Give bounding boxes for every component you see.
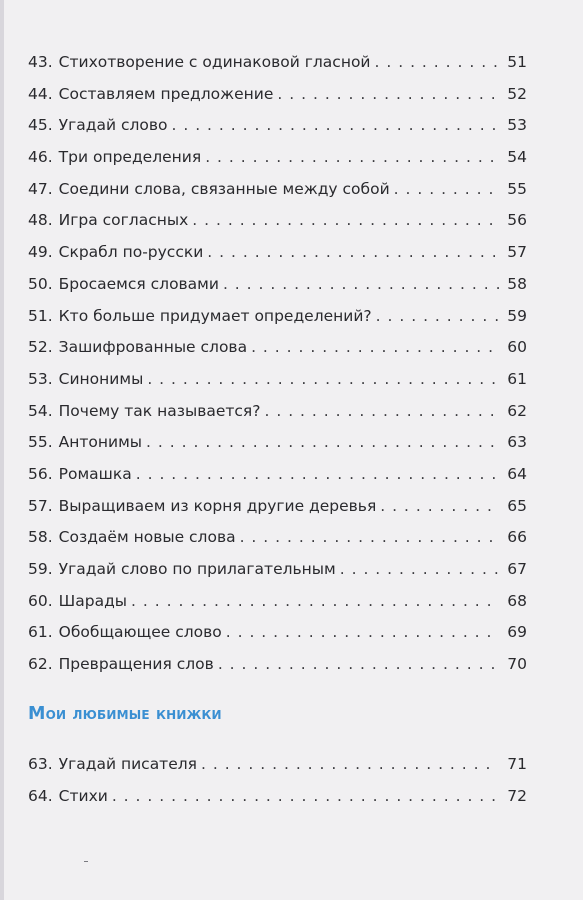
toc-entry-title: Создаём новые слова [58,528,236,547]
dot-leader [223,269,499,301]
toc-entry-number: 59. [28,560,53,578]
print-mark [84,861,88,862]
dot-leader [394,174,499,206]
toc-entry[interactable] [28,237,527,269]
toc-entry-title: Выращиваем из корня другие деревья [58,496,377,515]
dot-leader [218,649,499,681]
toc-entry-number: 64. [28,786,53,805]
toc-entry[interactable] [28,269,527,301]
toc-entry-title: Скрабл по-русски [58,243,204,262]
toc-entry-page: 54 [507,148,527,167]
toc-entry[interactable] [28,554,527,586]
toc-entry[interactable] [28,617,527,649]
toc-entry-page: 61 [507,369,527,388]
toc-entry-title: Зашифрованные слова [58,338,248,357]
toc-entry-title: Почему так называется? [58,401,261,420]
toc-entry[interactable] [28,396,527,428]
toc-entry[interactable] [28,649,527,681]
toc-entry[interactable] [28,301,527,333]
toc-entry-page: 58 [507,274,527,293]
dot-leader [207,237,499,269]
toc-entry-page: 56 [507,211,527,230]
toc-entry[interactable] [28,332,527,364]
toc-entry-title: Угадай слово по прилагательным [58,560,336,578]
toc-entry-title: Обобщающее слово [58,623,222,642]
toc-entry-page: 65 [507,496,527,515]
toc-entry-number: 54. [28,401,53,420]
toc-entry-page: 59 [507,306,527,325]
dot-leader [112,781,499,813]
toc-entry[interactable] [28,491,527,523]
dot-leader [375,47,499,79]
toc-list-main [28,47,527,681]
toc-entry-number: 50. [28,274,53,293]
toc-entry-page: 72 [507,786,527,805]
dot-leader [264,396,499,428]
toc-entry-number: 56. [28,464,53,483]
toc-entry[interactable] [28,142,527,174]
toc-entry-title: Составляем предложение [58,84,274,103]
dot-leader [226,617,499,649]
toc-entry-number: 45. [28,116,53,135]
toc-entry-number: 55. [28,433,53,452]
dot-leader [205,142,499,174]
dot-leader [131,586,499,618]
dot-leader [172,110,500,142]
toc-entry-title: Соедини слова, связанные между собой [58,179,390,198]
toc-entry-number: 43. [28,53,53,71]
dot-leader [192,205,499,237]
dot-leader [146,427,499,459]
dot-leader [277,79,499,111]
toc-entry-title: Антонимы [58,433,143,452]
toc-entry-number: 53. [28,369,53,388]
toc-entry-page: 67 [507,560,527,578]
toc-entry-page: 63 [507,433,527,452]
toc-entry-title: Ромашка [58,464,132,483]
toc-entry-number: 60. [28,591,53,610]
toc-entry-number: 48. [28,211,53,230]
toc-entry-title: Превращения слов [58,655,214,674]
toc-entry-page: 57 [507,243,527,262]
toc-entry-title: Угадай писателя [58,755,197,773]
toc-entry-number: 44. [28,84,53,103]
toc-entry[interactable] [28,47,527,79]
dot-leader [147,364,499,396]
section-heading: Мои любимые книжки [28,704,222,724]
toc-entry[interactable] [28,586,527,618]
toc-entry-number: 58. [28,528,53,547]
toc-entry-number: 49. [28,243,53,262]
toc-entry-title: Угадай слово [58,116,168,135]
toc-entry[interactable] [28,364,527,396]
toc-entry-title: Стихи [58,786,108,805]
toc-list-section [28,749,527,812]
toc-entry-page: 60 [507,338,527,357]
toc-entry-number: 62. [28,655,53,674]
dot-leader [136,459,499,491]
toc-entry-title: Три определения [58,148,202,167]
toc-entry[interactable] [28,110,527,142]
toc-entry-page: 71 [507,755,527,773]
toc-entry[interactable] [28,749,527,781]
toc-entry-number: 61. [28,623,53,642]
toc-entry-number: 63. [28,755,53,773]
dot-leader [340,554,499,586]
dot-leader [251,332,499,364]
toc-entry[interactable] [28,174,527,206]
toc-entry-number: 52. [28,338,53,357]
toc-entry-number: 57. [28,496,53,515]
toc-entry-page: 66 [507,528,527,547]
toc-entry-title: Стихотворение с одинаковой гласной [58,53,371,71]
dot-leader [240,522,499,554]
toc-entry-title: Бросаемся словами [58,274,219,293]
dot-leader [376,301,499,333]
toc-entry[interactable] [28,781,527,813]
toc-entry-page: 51 [507,53,527,71]
toc-entry-title: Синонимы [58,369,144,388]
toc-entry-page: 62 [507,401,527,420]
toc-entry-page: 69 [507,623,527,642]
toc-entry[interactable] [28,459,527,491]
toc-entry-page: 64 [507,464,527,483]
toc-entry-number: 46. [28,148,53,167]
toc-entry-page: 55 [507,179,527,198]
toc-entry[interactable] [28,522,527,554]
toc-entry[interactable] [28,427,527,459]
toc-entry-title: Кто больше придумает определений? [58,306,372,325]
toc-entry-title: Игра согласных [58,211,189,230]
toc-entry-page: 53 [507,116,527,135]
toc-entry-number: 47. [28,179,53,198]
toc-entry-page: 70 [507,655,527,674]
toc-entry-title: Шарады [58,591,128,610]
toc-entry[interactable] [28,205,527,237]
toc-entry-page: 68 [507,591,527,610]
toc-entry-page: 52 [507,84,527,103]
toc-entry[interactable] [28,79,527,111]
toc-entry-number: 51. [28,306,53,325]
dot-leader [380,491,499,523]
dot-leader [201,749,499,781]
page-edge-shadow [0,0,4,900]
